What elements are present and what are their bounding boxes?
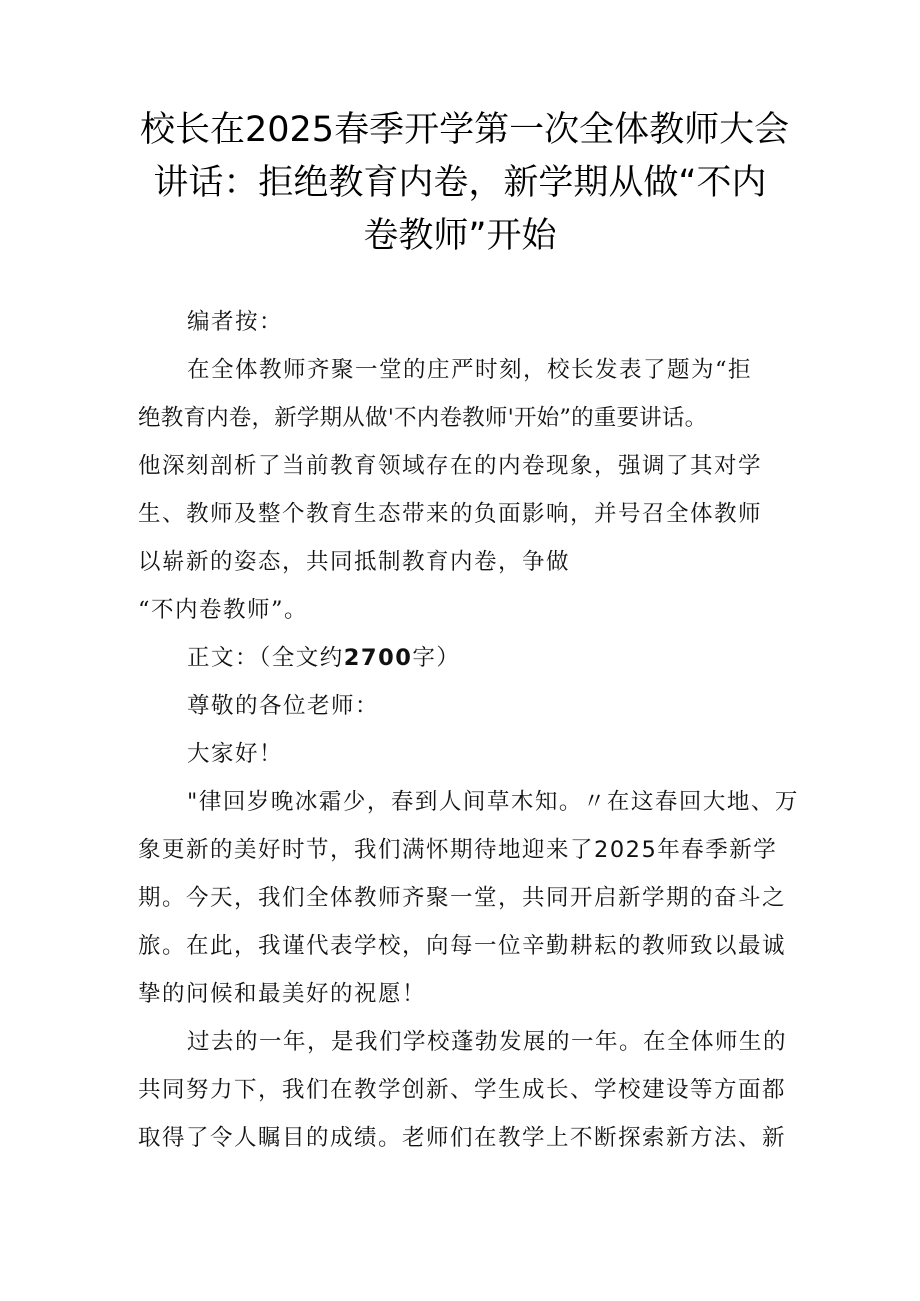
text-line: 绝教育内卷，新学期从做'不内卷教师'开始”的重要讲话。 <box>138 405 708 431</box>
paragraph-2 <box>138 1018 788 1162</box>
text-line: 生、教师及整个教育生态带来的负面影响，并号召全体教师 <box>138 501 763 527</box>
document-body <box>138 298 799 1162</box>
body-intro <box>138 634 788 682</box>
text-line <box>138 826 788 874</box>
year-number: 2025 <box>594 837 658 863</box>
text-line: “不内卷教师”。 <box>138 597 309 623</box>
body-intro-label: 正文：（全文约 <box>187 645 344 671</box>
text-segment: 象更新的美好时节，我们满怀期待地迎来了 <box>138 837 595 863</box>
text-line: 过去的一年，是我们学校蓬勃发展的一年。在全体师生的 <box>187 1029 788 1055</box>
greeting: 大家好！ <box>187 741 284 767</box>
text-segment: 年春季新学 <box>657 837 778 863</box>
document-title <box>140 104 790 263</box>
title-line: 卷教师”开始 <box>363 216 557 256</box>
text-line: 他深刻剖析了当前教育领域存在的内卷现象，强调了其对学 <box>138 453 763 479</box>
text-line: 旅。在此，我谨代表学校，向每一位辛勤耕耘的教师致以最诚 <box>138 933 787 959</box>
paragraph-1 <box>138 778 799 1018</box>
text-line: 共同努力下，我们在教学创新、学生成长、学校建设等方面都 <box>138 1077 787 1103</box>
text-line: 在全体教师齐聚一堂的庄严时刻，校长发表了题为“拒 <box>187 357 753 383</box>
title-line: 讲话：拒绝教育内卷，新学期从做“不内 <box>153 163 767 203</box>
title-line: 校长在2025春季开学第一次全体教师大会 <box>140 110 790 150</box>
text-line: 挚的问候和最美好的祝愿！ <box>138 981 427 1007</box>
text-line: "律回岁晚冰霜少，春到人间草木知。〃在这春回大地、万 <box>187 789 799 815</box>
body-intro-suffix: 字） <box>412 645 461 671</box>
text-line: 取得了令人瞩目的成绩。老师们在教学上不断探索新方法、新 <box>138 1125 787 1151</box>
text-line: 以崭新的姿态，共同抵制教育内卷，争做 <box>138 549 571 575</box>
text-line: 期。今天，我们全体教师齐聚一堂，共同开启新学期的奋斗之 <box>138 885 787 911</box>
editor-note-heading: 编者按： <box>187 309 284 335</box>
editor-note-paragraph <box>138 346 788 634</box>
word-count: 2700 <box>343 645 413 671</box>
salutation: 尊敬的各位老师： <box>187 693 380 719</box>
